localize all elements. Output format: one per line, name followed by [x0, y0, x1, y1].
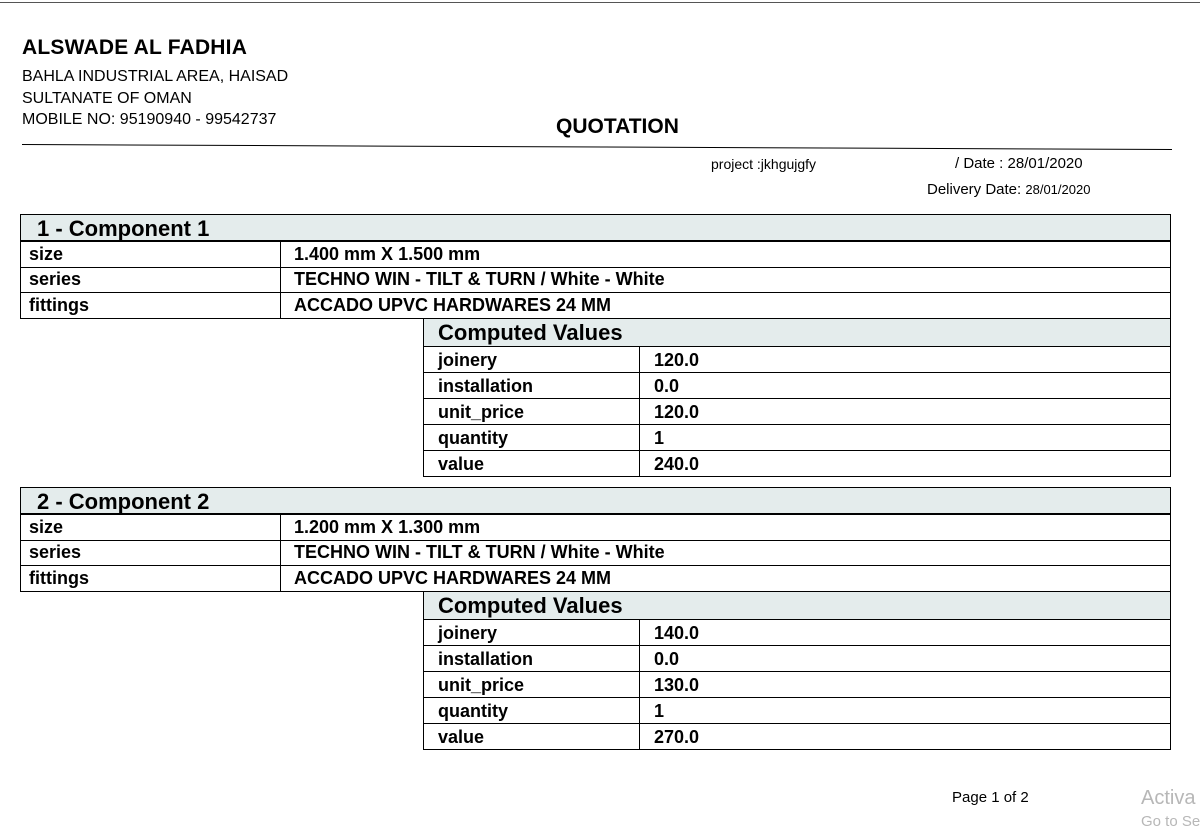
- component-attributes-table: [20, 241, 1171, 319]
- component-heading: 1 - Component 1: [20, 214, 1171, 241]
- computed-value: 1: [640, 425, 1171, 451]
- table-row: [424, 347, 1171, 373]
- date-label: / Date :: [955, 155, 1004, 172]
- computed-values-table: [423, 619, 1171, 750]
- computed-value: 1: [640, 698, 1171, 724]
- top-border: [0, 2, 1200, 3]
- computed-value: 120.0: [640, 347, 1171, 373]
- table-row: [424, 399, 1171, 425]
- computed-key: value: [424, 724, 640, 750]
- computed-key: joinery: [424, 347, 640, 373]
- table-row: [424, 451, 1171, 477]
- table-row: [21, 267, 1171, 293]
- table-row: [424, 724, 1171, 750]
- table-row: [21, 515, 1171, 541]
- company-block: [22, 36, 288, 131]
- table-row: [21, 566, 1171, 592]
- attribute-value: TECHNO WIN - TILT & TURN / White - White: [281, 267, 1171, 293]
- computed-value: 0.0: [640, 646, 1171, 672]
- table-row: [424, 425, 1171, 451]
- company-address-line-1: BAHLA INDUSTRIAL AREA, HAISAD: [22, 68, 289, 85]
- attribute-key: fittings: [21, 566, 281, 592]
- attribute-key: size: [21, 242, 281, 268]
- computed-values-table: [423, 346, 1171, 477]
- delivery-date-field: [927, 181, 1090, 198]
- computed-key: joinery: [424, 620, 640, 646]
- attribute-value: 1.400 mm X 1.500 mm: [281, 242, 1171, 268]
- computed-key: installation: [424, 373, 640, 399]
- computed-values-heading: Computed Values: [423, 318, 1171, 346]
- component-heading: 2 - Component 2: [20, 487, 1171, 514]
- computed-values-block: [423, 318, 1171, 477]
- project-label: project :jkhgujgfy: [711, 156, 817, 172]
- company-name: ALSWADE AL FADHIA: [22, 36, 248, 59]
- computed-values-heading: Computed Values: [423, 591, 1171, 619]
- computed-key: quantity: [424, 698, 640, 724]
- delivery-date-value: 28/01/2020: [1025, 182, 1091, 197]
- attribute-value: TECHNO WIN - TILT & TURN / White - White: [281, 540, 1171, 566]
- table-row: [21, 242, 1171, 268]
- computed-key: quantity: [424, 425, 640, 451]
- table-row: [424, 620, 1171, 646]
- computed-value: 240.0: [640, 451, 1171, 477]
- attribute-key: series: [21, 540, 281, 566]
- delivery-date-label: Delivery Date:: [927, 181, 1022, 198]
- table-row: [424, 373, 1171, 399]
- computed-key: unit_price: [424, 672, 640, 698]
- attribute-key: series: [21, 267, 281, 293]
- watermark-line-1: Activa: [1141, 787, 1196, 809]
- attribute-value: ACCADO UPVC HARDWARES 24 MM: [281, 566, 1171, 592]
- attribute-value: 1.200 mm X 1.300 mm: [281, 515, 1171, 541]
- table-row: [21, 540, 1171, 566]
- computed-key: installation: [424, 646, 640, 672]
- header-divider: [22, 144, 1172, 150]
- computed-key: unit_price: [424, 399, 640, 425]
- page-number: Page 1 of 2: [952, 789, 1029, 806]
- watermark-line-2: Go to Se: [1141, 813, 1200, 830]
- table-row: [424, 672, 1171, 698]
- computed-key: value: [424, 451, 640, 477]
- attribute-key: fittings: [21, 293, 281, 319]
- table-row: [424, 698, 1171, 724]
- computed-values-block: [423, 591, 1171, 750]
- activation-watermark: [1141, 786, 1200, 834]
- attribute-value: ACCADO UPVC HARDWARES 24 MM: [281, 293, 1171, 319]
- component-attributes-table: [20, 514, 1171, 592]
- computed-value: 120.0: [640, 399, 1171, 425]
- table-row: [424, 646, 1171, 672]
- computed-value: 0.0: [640, 373, 1171, 399]
- computed-value: 270.0: [640, 724, 1171, 750]
- table-row: [21, 293, 1171, 319]
- date-field: [955, 155, 1083, 172]
- company-mobile: MOBILE NO: 95190940 - 99542737: [22, 111, 277, 128]
- computed-value: 130.0: [640, 672, 1171, 698]
- company-address-line-2: SULTANATE OF OMAN: [22, 89, 192, 107]
- date-value: 28/01/2020: [1007, 155, 1083, 172]
- computed-value: 140.0: [640, 620, 1171, 646]
- attribute-key: size: [21, 515, 281, 541]
- document-title: QUOTATION: [556, 115, 679, 138]
